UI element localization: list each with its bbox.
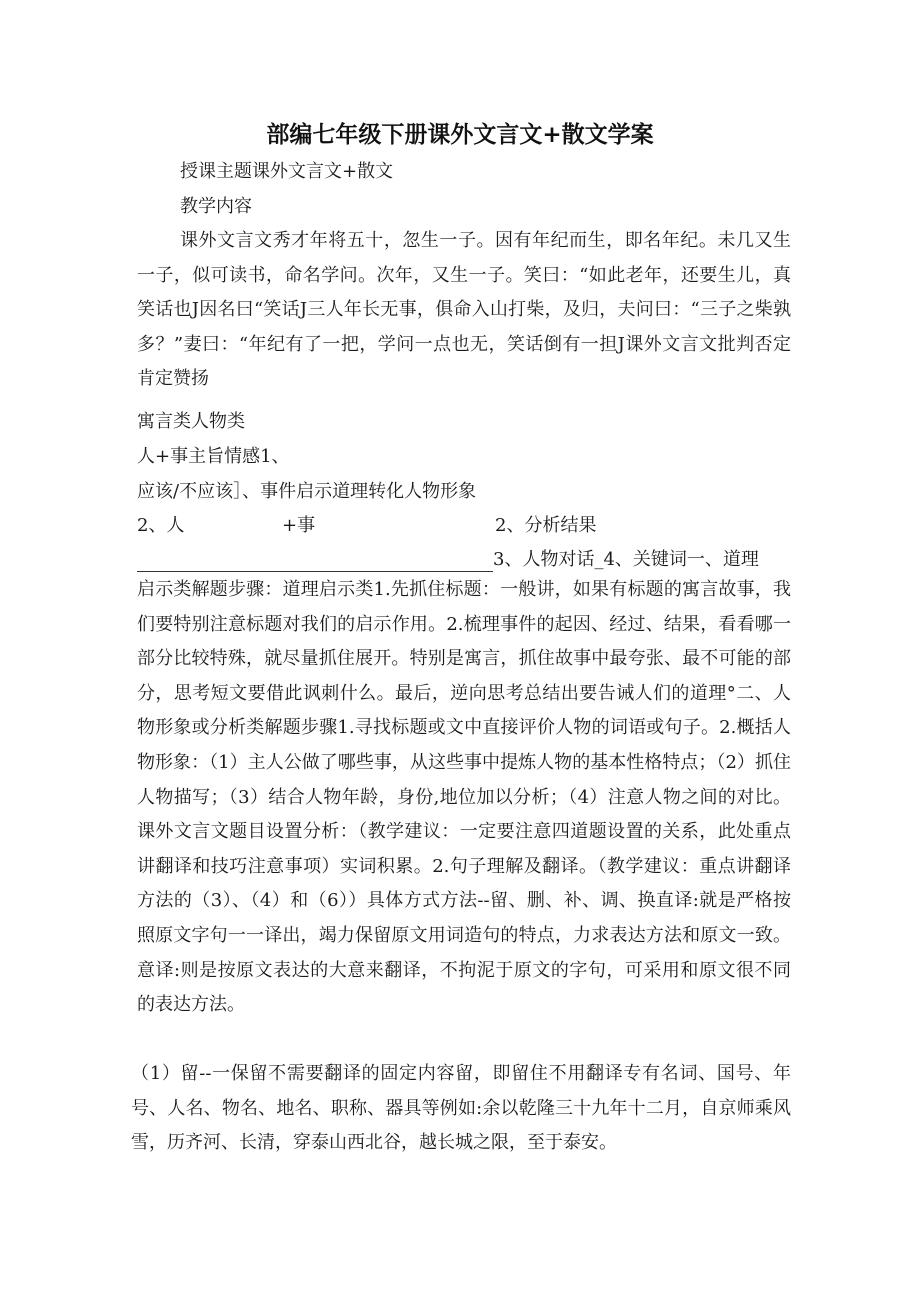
- should-line: 应该/不应该］、事件启示道理转化人物形象: [137, 481, 477, 502]
- row-right: 2、分析结果: [495, 515, 597, 536]
- topic-line: 授课主题课外文言文+散文: [180, 161, 394, 182]
- row-mid: +事: [282, 515, 316, 536]
- story-paragraph: 课外文言文秀才年将五十，忽生一子。因有年纪而生，即名年纪。未几又生一子，似可读书，命名学问。次年，又生一子。笑曰：“如此老年，还要生儿，真笑话也J因名曰“笑话J三人年长无事，俱命入山打柴，及归，夫问曰：“三子之柴孰多？”妻曰：“年纪有了一把，学问一点也无，笑话倒有一担J课外文言文批判否定肯定赞扬: [137, 230, 791, 390]
- blank-line-row: [137, 548, 759, 572]
- row-left-num: 2、人: [137, 515, 185, 536]
- keep-paragraph: （1）留--一保留不需要翻译的固定内容留，即留住不用翻译专有名词、国号、年号、人名、物名、地名、职称、器具等例如:余以乾隆三十九年十二月，自京师乘风雪，历齐河、长清，穿泰山西北谷，越长城之限，至于泰安。: [131, 1063, 791, 1154]
- person-event-line: 人+事主旨情感1、: [137, 446, 290, 467]
- fill-blank-underline: [137, 553, 493, 572]
- content-label: 教学内容: [180, 196, 252, 217]
- document-title: 部编七年级下册课外文言文+散文学案: [266, 122, 654, 148]
- method-paragraph: 启示类解题步骤：道理启示类1.先抓住标题：一般讲，如果有标题的寓言故事，我们要特别注意标题对我们的启示作用。2.梳理事件的起因、经过、结果，看看哪一部分比较特殊，就尽量抓住展开。特别是寓言，抓住故事中最夸张、最不可能的部分，思考短文要借此讽刺什么。最后，逆向思考总结出要告诫人们的道理°二、人物形象或分析类解题步骤1.寻找标题或文中直接评价人物的词语或句子。2.概括人物形象：（1）主人公做了哪些事，从这些事中提炼人物的基本性格特点；（2）抓住人物描写；（3）结合人物年龄，身份,地位加以分析；（4）注意人物之间的对比。课外文言文题目设置分析：（教学建议：一定要注意四道题设置的关系，此处重点讲翻译和技巧注意事项）实词积累。2.句子理解及翻译。（教学建议：重点讲翻译方法的（3）、（4）和（6））具体方式方法--留、删、补、调、换直译:就是严格按照原文字句一一译出，竭力保留原文用词造句的特点，力求表达方法和原文一致。意译:则是按原文表达的大意来翻译，不拘泥于原文的字句，可采用和原文很不同的表达方法。: [137, 579, 791, 1016]
- fable-type-line: 寓言类人物类: [137, 411, 245, 432]
- blank-line-text: 3、人物对话_4、关键词一、道理: [493, 549, 759, 570]
